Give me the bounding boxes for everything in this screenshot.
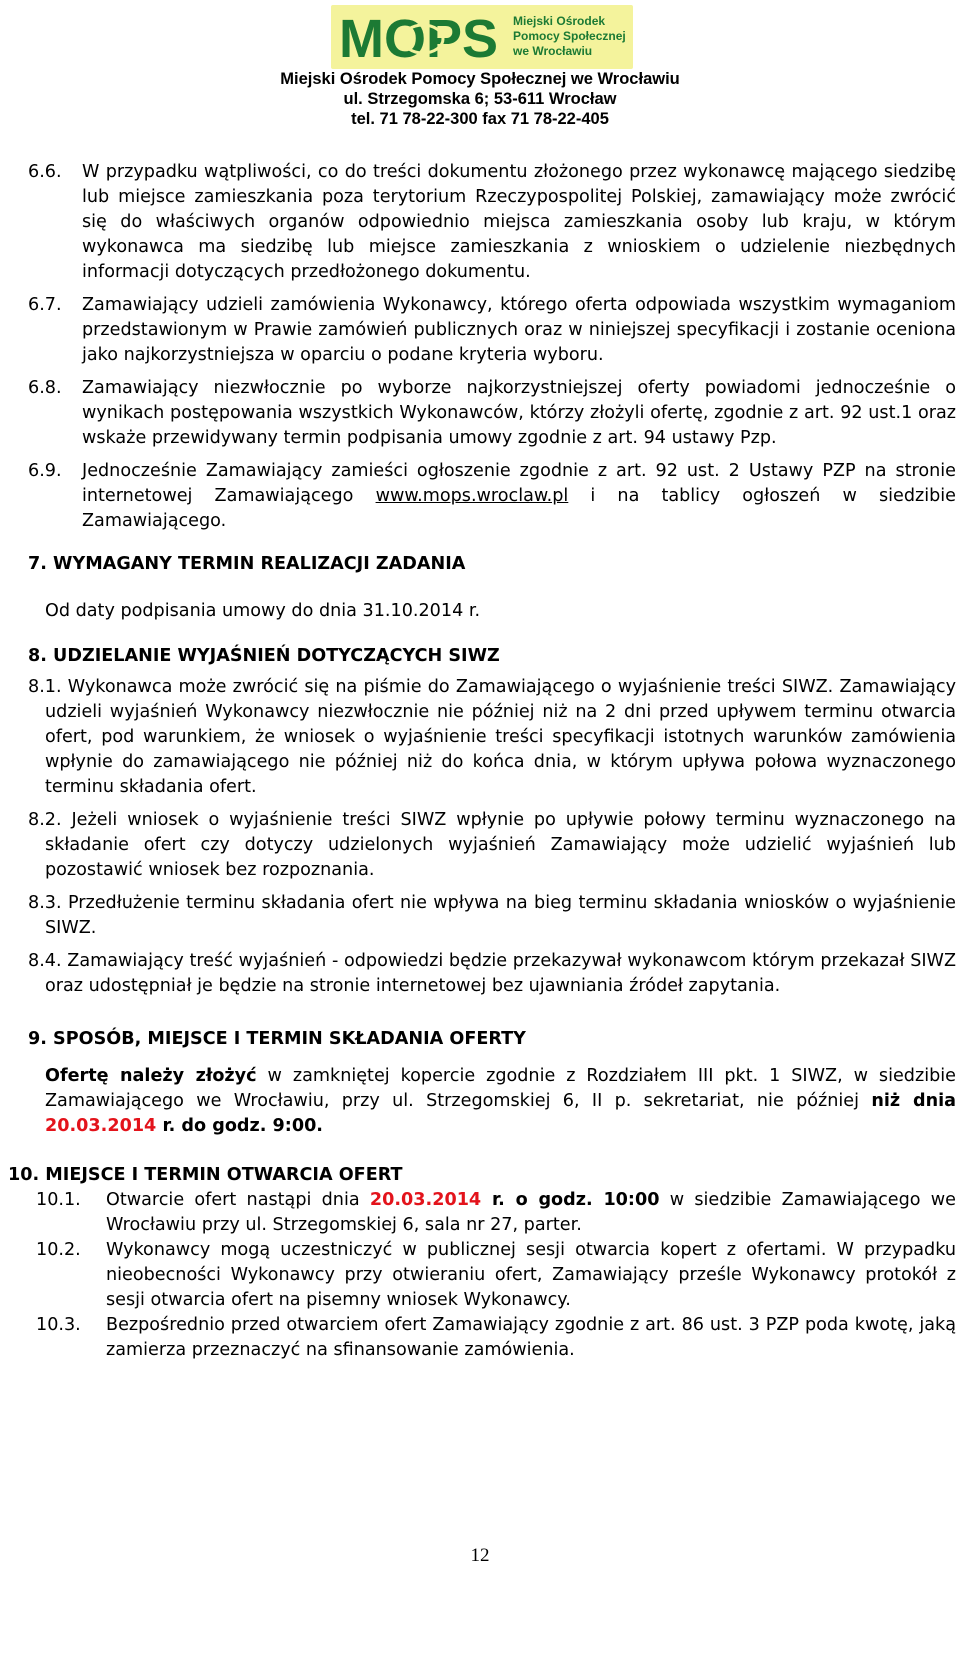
clause-6-9 [28,459,956,534]
clause-8-4 [28,949,956,999]
clause-8-2 [28,808,956,883]
page-number: 12 [470,1545,490,1566]
clause-6-7 [28,293,956,368]
clause-number: 8.3. [28,893,62,913]
header-address: ul. Strzegomska 6; 53-611 Wrocław [343,90,617,108]
deadline-date: 20.03.2014 [45,1116,157,1136]
clause-text: Wykonawcy mogą uczestniczyć w publicznej sesji otwarcia kopert z ofertami. W przypadku nieobecności Wykonawcy przy otwieraniu ofert, Zamawiający prześle Wykonawcy protokół z sesji otwarcia ofert na pisemny wniosek Wykonawcy. [106,1240,956,1310]
section-7-heading: 7. WYMAGANY TERMIN REALIZACJI ZADANIA [28,554,466,574]
section-9-heading: 9. SPOSÓB, MIEJSCE I TERMIN SKŁADANIA OFERTY [28,1029,526,1049]
clause-10-1: 10.1. Otwarcie ofert nastąpi dnia 20.03.2014 r. o godz. 10:00 w siedzibie Zamawiającego we Wrocławiu przy ul. Strzegomskiej 6, sala nr 27, parter. [36,1190,957,1235]
opening-date: 20.03.2014 [369,1190,482,1210]
clause-number: 8.2. [28,810,62,830]
header-phone: tel. 71 78-22-300 fax 71 78-22-405 [351,110,609,128]
section-10-heading: 10. MIEJSCE I TERMIN OTWARCIA OFERT [8,1165,403,1185]
logo-letters: MOPS [339,9,499,65]
website-link[interactable]: www.mops.wroclaw.pl [375,486,569,506]
clause-number: 10.2. [36,1240,81,1260]
clause-text: Zamawiający treść wyjaśnień - odpowiedzi będzie przekazywał wykonawcom którym przekazał SIWZ oraz udostępniał je będzie na stronie internetowej bez ujawniania źródeł zapytania. [45,951,956,996]
section-9-text: Ofertę należy złożyć w zamkniętej kopercie zgodnie z Rozdziałem III pkt. 1 SIWZ, w siedzibie Zamawiającego we Wrocławiu, przy ul. Strzegomskiej 6, II p. sekretariat, nie później niż dnia 20.03.2014 r. do godz. 9:00. [45,1066,956,1136]
clause-text: Jednocześnie Zamawiający zamieści ogłoszenie zgodnie z art. 92 ust. 2 Ustawy PZP na stronie internetowej Zamawiającego [82,461,956,506]
clause-number: 6.7. [28,295,62,315]
section-7-text: Od daty podpisania umowy do dnia 31.10.2014 r. [45,601,481,621]
clause-number: 10.3. [36,1315,81,1335]
clause-text: Zamawiający udzieli zamówienia Wykonawcy, którego oferta odpowiada wszystkim wymaganiom przedstawionym w Prawie zamówień publicznych oraz w niniejszej specyfikacji i zostanie oceniona jako najkorzystniejsza w oparciu o podane kryteria wyboru. [82,295,956,365]
clause-number: 6.9. [28,461,62,481]
mops-logo [331,5,633,69]
clause-number: 10.1. [36,1190,81,1210]
clause-number: 6.6. [28,162,62,182]
document-body [8,160,957,1363]
header-institution-name: Miejski Ośrodek Pomocy Społecznej we Wrocławiu [280,70,680,88]
clause-10-3 [28,1313,956,1363]
mops-logo-icon [335,9,511,65]
clause-text: W przypadku wątpliwości, co do treści dokumentu złożonego przez wykonawcę mającego siedzibę lub miejsce zamieszkania poza terytorium Rzeczypospolitej Polskiej, zamawiający może zwrócić się do właściwych organów odpowiednio miejsca zamieszkania osoby lub kraju, w którym wykonawca ma siedzibę lub miejsce zamieszkania z wnioskiem o udzielenie niezbędnych informacji dotyczących przedłożonego dokumentu. [82,162,956,282]
clause-number: 8.4. [28,951,62,971]
clause-text: Zamawiający niezwłocznie po wyborze najkorzystniejszej oferty powiadomi jednocześnie o wynikach postępowania wszystkich Wykonawców, którzy złożyli ofertę, zgodnie z art. 92 ust.1 oraz wskaże przewidywany termin podpisania umowy zgodnie z art. 94 ustawy Pzp. [82,378,956,448]
clause-text: Jeżeli wniosek o wyjaśnienie treści SIWZ wpłynie po upływie połowy terminu wyznaczonego na składanie ofert czy dotyczy udzielonych wyjaśnień Zamawiający może udzielić wyjaśnień lub pozostawić wniosek bez rozpoznania. [45,810,957,880]
clause-text: Bezpośrednio przed otwarciem ofert Zamawiający zgodnie z art. 86 ust. 3 PZP poda kwotę, jaką zamierza przeznaczyć na sfinansowanie zamówienia. [106,1315,956,1360]
section-8-heading: 8. UDZIELANIE WYJAŚNIEŃ DOTYCZĄCYCH SIWZ [28,646,500,666]
clause-8-1 [28,675,956,800]
clause-text: Wykonawca może zwrócić się na piśmie do Zamawiającego o wyjaśnienie treści SIWZ. Zamawiający udzieli wyjaśnień Wykonawcy niezwłocznie nie później niż na 2 dni przed upływem terminu otwarcia ofert, pod warunkiem, że wniosek o wyjaśnienie treści specyfikacji istotnych warunków zamówienia wpłynie do zamawiającego nie później niż do końca dnia, w którym upływa połowa wyznaczonego terminu składania ofert. [45,677,957,797]
clause-10-2 [28,1238,956,1313]
clause-6-8 [28,376,956,451]
clause-text: Przedłużenie terminu składania ofert nie wpływa na bieg terminu składania wniosków o wyjaśnienie SIWZ. [45,893,957,938]
logo-side-text: Miejski Ośrodek Pomocy Społecznej we Wrocławiu [513,14,626,58]
clause-number: 6.8. [28,378,62,398]
clause-number: 8.1. [28,677,62,697]
clause-text-end: i na tablicy ogłoszeń w siedzibie Zamawiającego. [82,486,956,531]
clause-8-3 [28,891,956,941]
clause-6-6 [28,160,956,285]
